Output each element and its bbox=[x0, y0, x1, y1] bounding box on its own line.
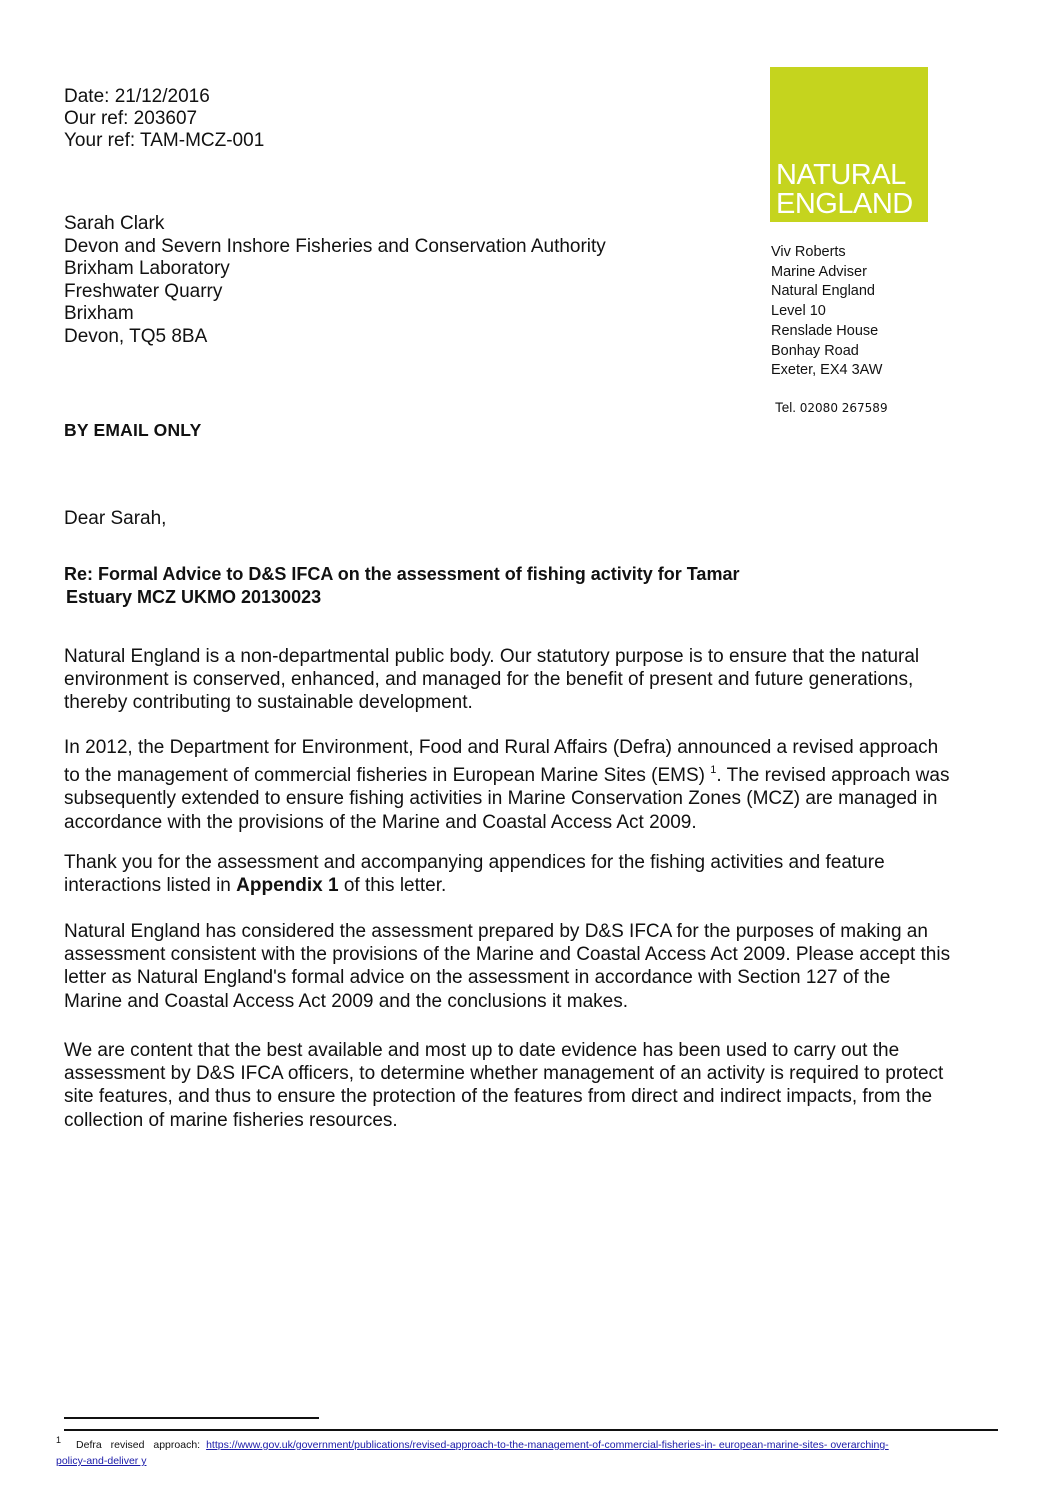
paragraph-text: . The revised approach was bbox=[716, 765, 950, 787]
our-reference: Our ref: 203607 bbox=[64, 108, 198, 129]
logo-text-natural: NATURAL bbox=[776, 159, 906, 191]
subject-line-1: Re: Formal Advice to D&S IFCA on the assessment of fishing activity for Tamar bbox=[64, 564, 740, 584]
paragraph-text: interactions listed in bbox=[64, 875, 231, 897]
body-paragraph bbox=[64, 920, 984, 1013]
paragraph-line: Thank you for the assessment and accompanying appendices for the fishing activities and feature bbox=[64, 852, 885, 873]
footnote-separator bbox=[64, 1417, 319, 1419]
salutation: Dear Sarah, bbox=[64, 508, 167, 529]
footnote-reference[interactable]: 1 bbox=[710, 764, 717, 777]
sender-role: Marine Adviser bbox=[771, 263, 867, 280]
paragraph-line: Natural England is a non-departmental public body. Our statutory purpose is to ensure that the natural bbox=[64, 646, 920, 667]
footnote-label: Defra revised approach: bbox=[76, 1439, 201, 1451]
sender-address-line: Bonhay Road bbox=[771, 342, 859, 359]
appendix-reference: Appendix 1 bbox=[236, 875, 339, 897]
telephone-label: Tel. bbox=[775, 400, 797, 415]
paragraph-line bbox=[64, 759, 984, 787]
paragraph-line: environment is conserved, enhanced, and managed for the benefit of present and future generations, bbox=[64, 669, 914, 691]
paragraph-line: collection of marine fisheries resources. bbox=[64, 1109, 398, 1131]
sender-address-line: Exeter, EX4 3AW bbox=[771, 362, 883, 379]
paragraph-line: Natural England has considered the assessment prepared by D&S IFCA for the purposes of making an bbox=[64, 921, 928, 942]
paragraph-line: subsequently extended to ensure fishing activities in Marine Conservation Zones (MCZ) are managed in bbox=[64, 788, 938, 810]
footer-rule bbox=[64, 1429, 998, 1431]
recipient-address-line: Brixham Laboratory bbox=[64, 258, 230, 279]
footnote-mark: 1 bbox=[56, 1435, 62, 1445]
body-paragraph bbox=[64, 736, 984, 834]
footnote-link[interactable]: https://www.gov.uk/government/publications/revised-approach-to-the-management-of-commercial-fisheries-in- european-marine-sites- overarching- bbox=[206, 1439, 889, 1451]
footnote-line bbox=[56, 1432, 1006, 1453]
recipient-name: Sarah Clark bbox=[64, 213, 165, 234]
paragraph-line: letter as Natural England's formal advice on the assessment in accordance with Section 127 of the bbox=[64, 967, 891, 989]
sender-name: Viv Roberts bbox=[771, 244, 846, 260]
telephone-number: 02080 267589 bbox=[799, 401, 888, 415]
paragraph-text: to the management of commercial fisheries in European Marine Sites (EMS) bbox=[64, 765, 705, 787]
recipient-address bbox=[64, 213, 606, 348]
paragraph-line: Marine and Coastal Access Act 2009 and the conclusions it makes. bbox=[64, 990, 628, 1012]
footnote-line bbox=[56, 1453, 1006, 1469]
body-paragraph bbox=[64, 851, 984, 897]
paragraph-line: accordance with the provisions of the Marine and Coastal Access Act 2009. bbox=[64, 811, 697, 833]
sender-address bbox=[771, 243, 882, 381]
recipient-organisation: Devon and Severn Inshore Fisheries and Conservation Authority bbox=[64, 235, 606, 257]
subject-line bbox=[64, 563, 739, 609]
your-reference: Your ref: TAM-MCZ-001 bbox=[64, 130, 265, 151]
body-paragraph bbox=[64, 645, 984, 715]
reference-block bbox=[64, 86, 264, 152]
body-paragraph bbox=[64, 1039, 984, 1132]
subject-line-2: Estuary MCZ UKMO 20130023 bbox=[66, 587, 322, 607]
sender-address-line: Renslade House bbox=[771, 322, 879, 339]
sender-address-line: Level 10 bbox=[771, 303, 826, 320]
paragraph-line: assessment by D&S IFCA officers, to determine whether management of an activity is required to protect bbox=[64, 1063, 944, 1085]
paragraph-text: of this letter. bbox=[343, 875, 447, 897]
paragraph-line: assessment consistent with the provisions of the Marine and Coastal Access Act 2009. Please accept this bbox=[64, 944, 951, 966]
delivery-method: BY EMAIL ONLY bbox=[64, 420, 202, 440]
paragraph-line bbox=[64, 874, 984, 897]
logo-text-england: ENGLAND bbox=[776, 188, 913, 220]
paragraph-line: In 2012, the Department for Environment, Food and Rural Affairs (Defra) announced a revised approach bbox=[64, 737, 939, 758]
paragraph-line: site features, and thus to ensure the protection of the features from direct and indirect impacts, from the bbox=[64, 1086, 933, 1108]
recipient-address-line: Devon, TQ5 8BA bbox=[64, 325, 208, 347]
letter-date: Date: 21/12/2016 bbox=[64, 86, 210, 107]
natural-england-logo bbox=[770, 67, 928, 222]
footnote-link-continued[interactable]: policy-and-deliver y bbox=[56, 1455, 147, 1467]
recipient-address-line: Brixham bbox=[64, 303, 134, 324]
paragraph-line: We are content that the best available and most up to date evidence has been used to carry out the bbox=[64, 1040, 900, 1061]
sender-organisation: Natural England bbox=[771, 283, 875, 300]
footnote bbox=[56, 1432, 1006, 1469]
recipient-address-line: Freshwater Quarry bbox=[64, 280, 223, 302]
sender-telephone bbox=[775, 400, 888, 415]
paragraph-line: thereby contributing to sustainable development. bbox=[64, 692, 473, 714]
